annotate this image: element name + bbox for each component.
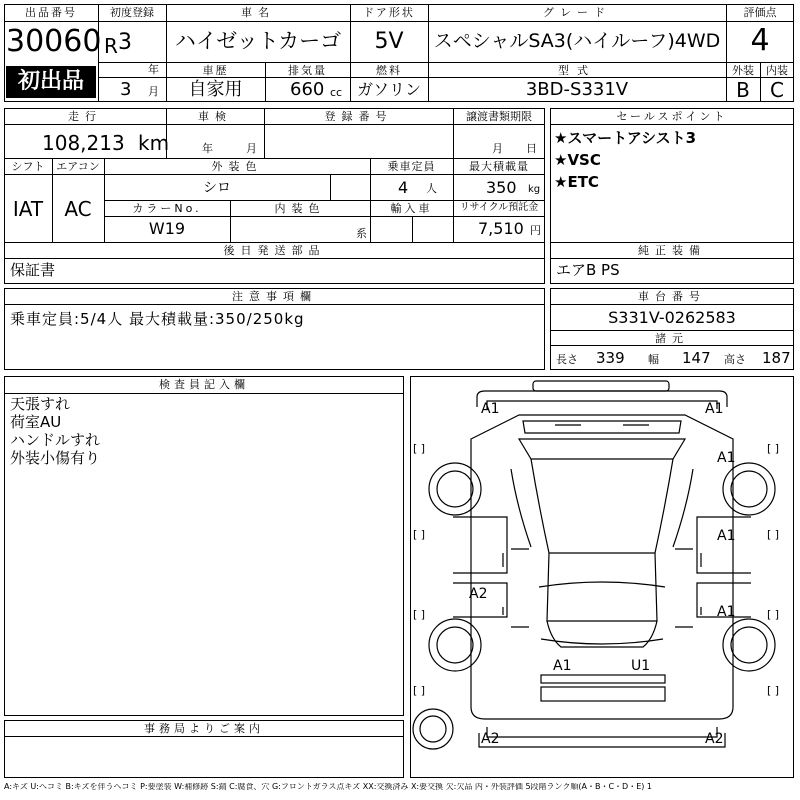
sales-point-item: ★VSC xyxy=(554,151,601,169)
car-outline xyxy=(411,377,793,777)
mileage-label: 走行 xyxy=(68,110,102,123)
inspector-line: 荷室AU xyxy=(10,413,62,431)
interior-grade: C xyxy=(770,78,784,102)
fuel-label: 燃料 xyxy=(376,64,402,77)
notes-label: 注意事項欄 xyxy=(232,290,317,303)
damage-mark: A2 xyxy=(481,731,500,747)
car-name-label: 車名 xyxy=(241,6,275,19)
damage-mark: A1 xyxy=(705,401,724,417)
inspector-line: ハンドルすれ xyxy=(10,431,101,449)
first-reg-label: 初度登録 xyxy=(110,6,154,19)
height-label: 高さ xyxy=(724,353,746,366)
car-name: ハイゼットカーゴ xyxy=(174,29,342,53)
transfer-label: 譲渡書類期限 xyxy=(466,110,532,123)
door-label: ドア形状 xyxy=(363,6,415,19)
color-label: 外装色 xyxy=(211,160,263,173)
door-type: 5V xyxy=(374,29,404,54)
width: 147 xyxy=(682,349,711,367)
first-reg-year-unit: 年 xyxy=(148,63,159,76)
sales-points-label: セールスポイント xyxy=(616,110,728,123)
damage-diagram xyxy=(410,376,794,778)
exterior-grade-label: 外装 xyxy=(732,64,754,77)
inspector-label: 検査員記入欄 xyxy=(159,378,249,391)
score: 4 xyxy=(750,23,770,58)
diagram-bracket: [ ] xyxy=(767,528,780,541)
legend: A:キズ U:ヘコミ B:キズを伴うヘコミ P:要塗装 W:補修跡 S:錆 C:腐食、穴 G:フロントガラス点キズ XX:交換済み X:要交換 欠:欠品 内・外装評価 5段階ランク順(A・B・C・D・E) 1 xyxy=(4,783,653,791)
first-reg-year: 3 xyxy=(118,30,132,55)
inspector-line: 外装小傷有り xyxy=(10,449,101,467)
exterior-color: シロ xyxy=(203,180,231,196)
inspection-label: 車検 xyxy=(198,110,232,123)
sales-point-item: ★ETC xyxy=(554,173,599,191)
equipment: エアB PS xyxy=(556,261,620,279)
ac: AC xyxy=(64,197,92,221)
damage-mark: A1 xyxy=(717,604,736,620)
shift: IAT xyxy=(12,197,44,221)
model-label: 型式 xyxy=(558,64,596,77)
damage-mark: A2 xyxy=(705,731,724,747)
sales-point-item: ★スマートアシスト3 xyxy=(554,129,697,147)
height: 187 xyxy=(762,349,791,367)
interior-color-unit: 系 xyxy=(356,227,367,240)
later-parts: 保証書 xyxy=(10,261,56,279)
model: 3BD-S331V xyxy=(525,79,629,100)
lot-number: 30060 xyxy=(6,24,102,59)
color-no: W19 xyxy=(148,219,186,238)
damage-mark: A1 xyxy=(717,450,736,466)
displacement-unit: cc xyxy=(330,86,343,99)
damage-mark: A1 xyxy=(553,658,572,674)
damage-mark: U1 xyxy=(631,658,651,674)
diagram-bracket: [ ] xyxy=(413,528,426,541)
diagram-bracket: [ ] xyxy=(767,442,780,455)
diagram-bracket: [ ] xyxy=(413,684,426,697)
diagram-bracket: [ ] xyxy=(767,684,780,697)
diagram-bracket: [ ] xyxy=(413,608,426,621)
grade: スペシャルSA3(ハイルーフ)4WD xyxy=(433,30,721,52)
capacity-unit: 人 xyxy=(426,182,437,195)
shift-label: シフト xyxy=(11,160,45,173)
inspector-line: 天張すれ xyxy=(10,395,71,413)
office-label: 事務局よりご案内 xyxy=(144,722,264,735)
recycle-label: リサイクル預託金 xyxy=(459,202,539,213)
mileage: 108,213 xyxy=(42,131,125,155)
grade-label: グレード xyxy=(543,6,611,19)
import-label: 輸入車 xyxy=(390,202,433,215)
lot-number-label: 出品番号 xyxy=(25,6,77,19)
reg-no-label: 登録番号 xyxy=(324,110,393,123)
damage-mark: A1 xyxy=(481,401,500,417)
damage-mark: A1 xyxy=(717,528,736,544)
displacement-label: 排気量 xyxy=(288,64,327,77)
max-load-label: 最大積載量 xyxy=(469,160,529,173)
mileage-unit: km xyxy=(138,131,170,155)
later-parts-label: 後日発送部品 xyxy=(223,244,326,257)
first-reg-month-unit: 月 xyxy=(148,85,159,98)
history-label: 車歴 xyxy=(202,64,229,77)
recycle-unit: 円 xyxy=(530,224,541,237)
max-load-unit: kg xyxy=(528,184,541,195)
ac-label: エアコン xyxy=(56,160,100,173)
history: 自家用 xyxy=(188,79,243,100)
diagram-bracket: [ ] xyxy=(767,608,780,621)
displacement: 660 xyxy=(290,79,325,100)
diagram-bracket: [ ] xyxy=(413,442,426,455)
equipment-label: 純正装備 xyxy=(638,244,706,257)
chassis-number: S331V-0262583 xyxy=(608,308,736,327)
inspection-month-unit: 月 xyxy=(246,142,257,155)
notes: 乗車定員:5/4人 最大積載量:350/250kg xyxy=(10,310,305,328)
chassis-label: 車台番号 xyxy=(638,290,706,303)
transfer-month-unit: 月 xyxy=(492,142,503,155)
inspection-year-unit: 年 xyxy=(202,142,213,155)
fuel: ガソリン xyxy=(356,80,421,99)
interior-grade-label: 内装 xyxy=(766,64,788,77)
transfer-day-unit: 日 xyxy=(526,142,537,155)
first-reg-era: R xyxy=(104,34,118,58)
max-load: 350 xyxy=(486,178,517,197)
score-label: 評価点 xyxy=(743,6,777,19)
exterior-grade: B xyxy=(736,78,750,102)
length: 339 xyxy=(596,349,625,367)
width-label: 幅 xyxy=(648,353,659,366)
inspector-panel xyxy=(4,376,404,716)
specs-label: 諸元 xyxy=(655,332,689,345)
capacity: 4 xyxy=(398,178,409,197)
capacity-label: 乗車定員 xyxy=(387,160,436,173)
first-listing-label: 初出品 xyxy=(17,69,84,94)
recycle-deposit: 7,510 xyxy=(478,219,524,238)
first-reg-month: 3 xyxy=(120,79,132,100)
color-no-label: カラーNo. xyxy=(132,202,202,215)
interior-color-label: 内装色 xyxy=(274,202,326,215)
damage-mark: A2 xyxy=(469,586,488,602)
length-label: 長さ xyxy=(556,353,578,366)
